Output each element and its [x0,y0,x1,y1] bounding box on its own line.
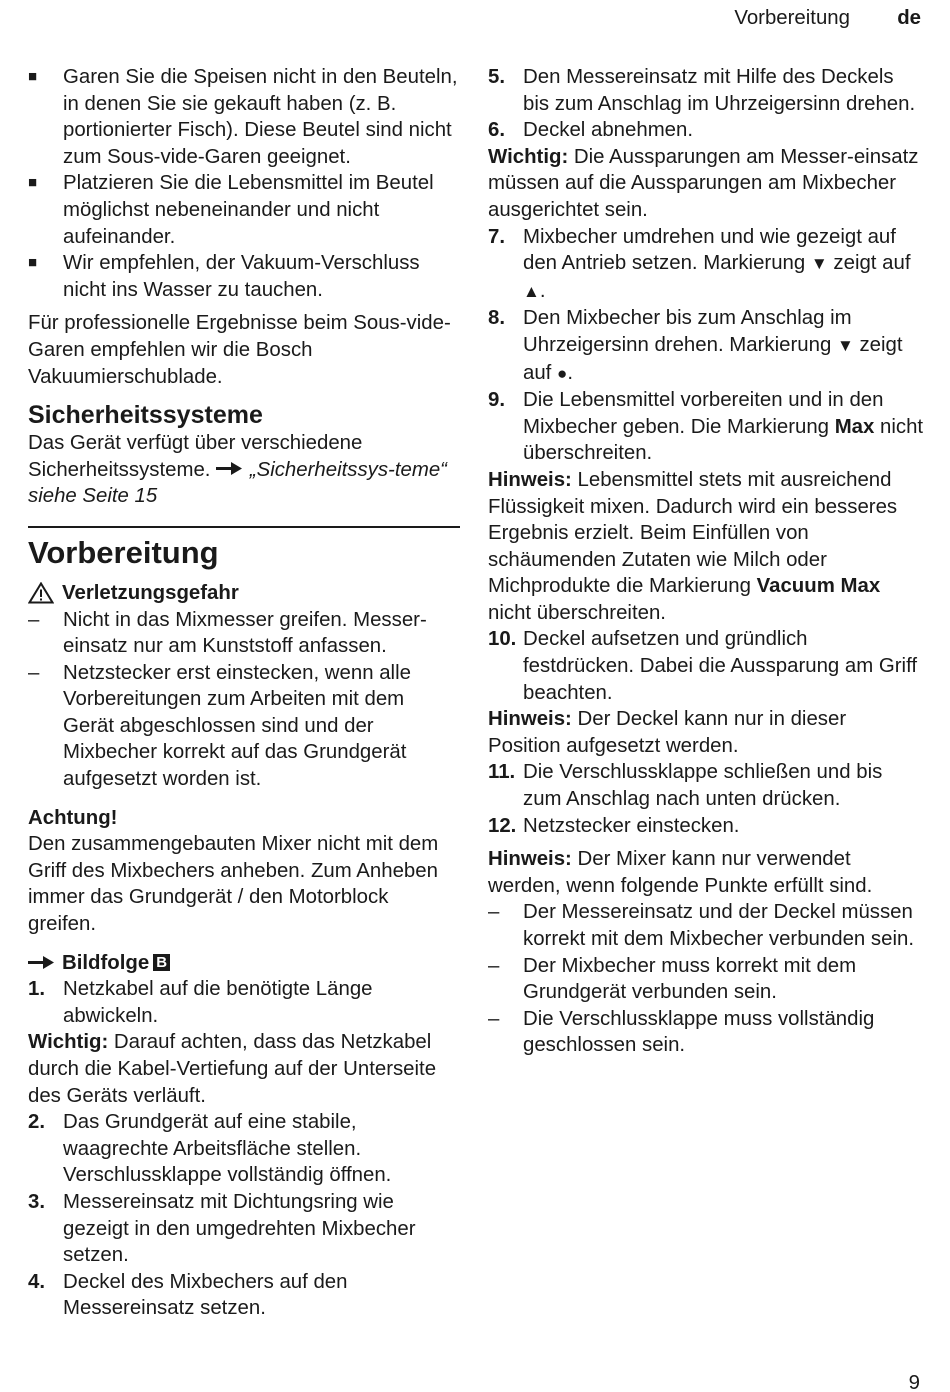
arrow-right-icon [216,462,242,475]
dash-bullet: – [28,608,40,631]
note-label: Hinweis: [488,468,572,491]
bullet-text: Garen Sie die Speisen nicht in den Beuteln, in denen Sie sie gekauft haben (z. B. portionierter Fisch). Diese Beutel sind nicht zum Sous-vide-Garen geeignet. [63,66,458,168]
important-text: Die Aussparungen am Messer-einsatz müssen auf die Aussparungen am Mixbecher ausgerichtet sein. [488,145,919,221]
condition-text: Die Verschlussklappe muss vollständig geschlossen sein. [523,1007,875,1057]
step-number: 7. [488,225,506,248]
step-item [28,976,460,1029]
arrow-right-icon [28,956,54,969]
running-header-language: de [897,7,921,29]
dash-bullet: – [28,661,40,684]
page-title: Vorbereitung [28,534,219,570]
important-note [28,1029,460,1109]
bullet-text: Platzieren Sie die Lebensmittel im Beutel möglichst nebeneinander und nicht aufeinander. [63,172,434,248]
step-item [28,1269,460,1322]
dash-bullet: – [488,954,500,977]
step-item [28,1109,460,1189]
step-item [488,759,924,812]
step-text: Mixbecher umdrehen und wie gezeigt auf den Antrieb setzen. Markierung [523,225,896,275]
dash-bullet: – [488,1007,500,1030]
safety-text: Das Gerät verfügt über verschiedene Sicherheitssysteme. [28,432,363,481]
step-number: 6. [488,119,506,142]
step-number: 8. [488,307,506,330]
step-text-end: . [539,279,546,302]
condition-text: Der Mixbecher muss korrekt mit dem Grundgerät verbunden sein. [523,954,857,1004]
step-text: Messereinsatz mit Dichtungsring wie gezeigt in den umgedrehten Mixbecher setzen. [63,1190,416,1267]
image-sequence-label: Bildfolge [62,951,150,974]
important-note [488,144,924,224]
image-sequence-badge: B [153,954,170,971]
triangle-down-icon: ▼ [810,254,828,274]
step-text: Den Mixbecher bis zum Anschlag im Uhrzeigersinn drehen. Markierung [523,307,852,356]
step-item [28,1189,460,1269]
square-bullet-icon: ■ [28,174,38,192]
step-item [488,305,924,387]
note [488,846,924,899]
important-label: Wichtig: [488,145,569,168]
step-text: Deckel des Mixbechers auf den Messereinsatz setzen. [63,1270,348,1320]
step-number: 2. [28,1111,46,1134]
step-text: Den Messereinsatz mit Hilfe des Deckels bis zum Anschlag im Uhrzeigersinn drehen. [523,66,916,115]
note-label: Hinweis: [488,848,572,871]
note-text: nicht überschreiten. [488,601,666,624]
note [488,467,924,627]
attention-label: Achtung! [28,806,118,829]
professional-results-text: Für professionelle Ergebnisse beim Sous-vide-Garen empfehlen wir die Bosch Vakuumierschublade. [28,312,451,388]
step-text: Deckel aufsetzen und gründlich festdrücken. Dabei die Aussparung am Griff beachten. [523,628,918,704]
section-divider [28,526,460,528]
square-bullet-icon: ■ [28,254,38,272]
step-item [488,64,924,117]
note-text: Der Mixer kann nur verwendet werden, wenn folgende Punkte erfüllt sind. [488,848,873,897]
step-number: 11. [488,761,516,784]
note-text: Lebensmittel stets mit ausreichend Flüssigkeit mixen. Dadurch wird ein besseres Ergebnis erzielt. Beim Einfüllen von schäumenden Zutaten wie Milch oder Michprodukte die Markierung [488,468,898,598]
list-item [28,170,460,250]
step-item [488,387,924,467]
step-text: zeigt auf [523,333,903,384]
max-marking: Max [834,415,875,438]
step-number: 5. [488,66,506,88]
step-text: nicht überschreiten. [523,415,924,465]
list-item [28,250,460,303]
step-text: Die Verschlussklappe schließen und bis zum Anschlag nach unten drücken. [523,761,883,811]
list-item [28,660,460,793]
safety-systems-heading: Sicherheitssysteme [28,401,263,430]
running-header-section: Vorbereitung [734,7,850,29]
step-text: Deckel abnehmen. [523,119,694,142]
safety-systems-text [28,430,460,510]
condition-text: Der Messereinsatz und der Deckel müssen korrekt mit dem Mixbecher verbunden sein. [523,901,914,950]
step-number: 1. [28,978,46,1001]
dot-icon: ● [557,363,568,383]
list-item [488,953,924,1006]
left-column [28,64,460,1322]
step-text: Die Lebensmittel vorbereiten und in den Mixbecher geben. Die Markierung [523,389,884,438]
warning-triangle-icon [28,582,54,604]
step-text: Das Grundgerät auf eine stabile, waagrechte Arbeitsfläche stellen. Verschlussklappe vollständig öffnen. [63,1111,392,1187]
right-column [488,64,924,1059]
bullet-text: Wir empfehlen, der Vakuum-Verschluss nicht ins Wasser zu tauchen. [63,252,420,301]
square-bullet-icon: ■ [28,68,38,85]
triangle-down-icon: ▼ [836,335,854,355]
page-number: 9 [908,1372,920,1392]
dash-bullet: – [488,901,500,924]
step-text: Netzkabel auf die benötigte Länge abwickeln. [63,978,373,1027]
warning-item-text: Nicht in das Mixmesser greifen. Messer-einsatz nur am Kunststoff anfassen. [63,608,427,658]
step-text: zeigt auf [833,252,911,275]
step-number: 12. [488,814,517,837]
note-label: Hinweis: [488,708,572,731]
step-text: Netzstecker einstecken. [523,814,740,837]
triangle-up-icon: ▲ [523,281,540,301]
step-text-end: . [567,361,573,384]
step-item [488,626,924,706]
note-text: Der Deckel kann nur in dieser Position aufgesetzt werden. [488,708,847,757]
image-sequence-heading [28,950,460,977]
important-label: Wichtig: [28,1031,109,1054]
step-number: 9. [488,389,506,412]
list-item [28,64,460,170]
note [488,706,924,759]
step-item [488,224,924,306]
important-text: Darauf achten, dass das Netzkabel durch die Kabel-Vertiefung auf der Unterseite des Geräts verläuft. [28,1031,437,1107]
list-item [28,607,460,660]
step-number: 3. [28,1190,46,1213]
warning-item-text: Netzstecker erst einstecken, wenn alle Vorbereitungen zum Arbeiten mit dem Gerät abgeschlossen sind und der Mixbecher korrekt auf das Grundgerät aufgesetzt worden ist. [63,661,411,791]
vacuum-max-marking: Vacuum Max [756,575,881,598]
warning-heading [28,580,460,607]
step-number: 10. [488,628,517,651]
attention-text: Den zusammengebauten Mixer nicht mit dem Griff des Mixbechers anheben. Zum Anheben immer das Grundgerät / den Motorblock greifen. [28,833,439,936]
safety-page-reference[interactable]: „Sicherheitssys-teme“ siehe Seite 15 [28,458,447,508]
step-item [488,117,924,144]
step-item [488,813,924,840]
step-number: 4. [28,1270,46,1293]
warning-heading-text: Verletzungsgefahr [62,581,239,604]
list-item [488,1006,924,1059]
list-item [488,899,924,952]
